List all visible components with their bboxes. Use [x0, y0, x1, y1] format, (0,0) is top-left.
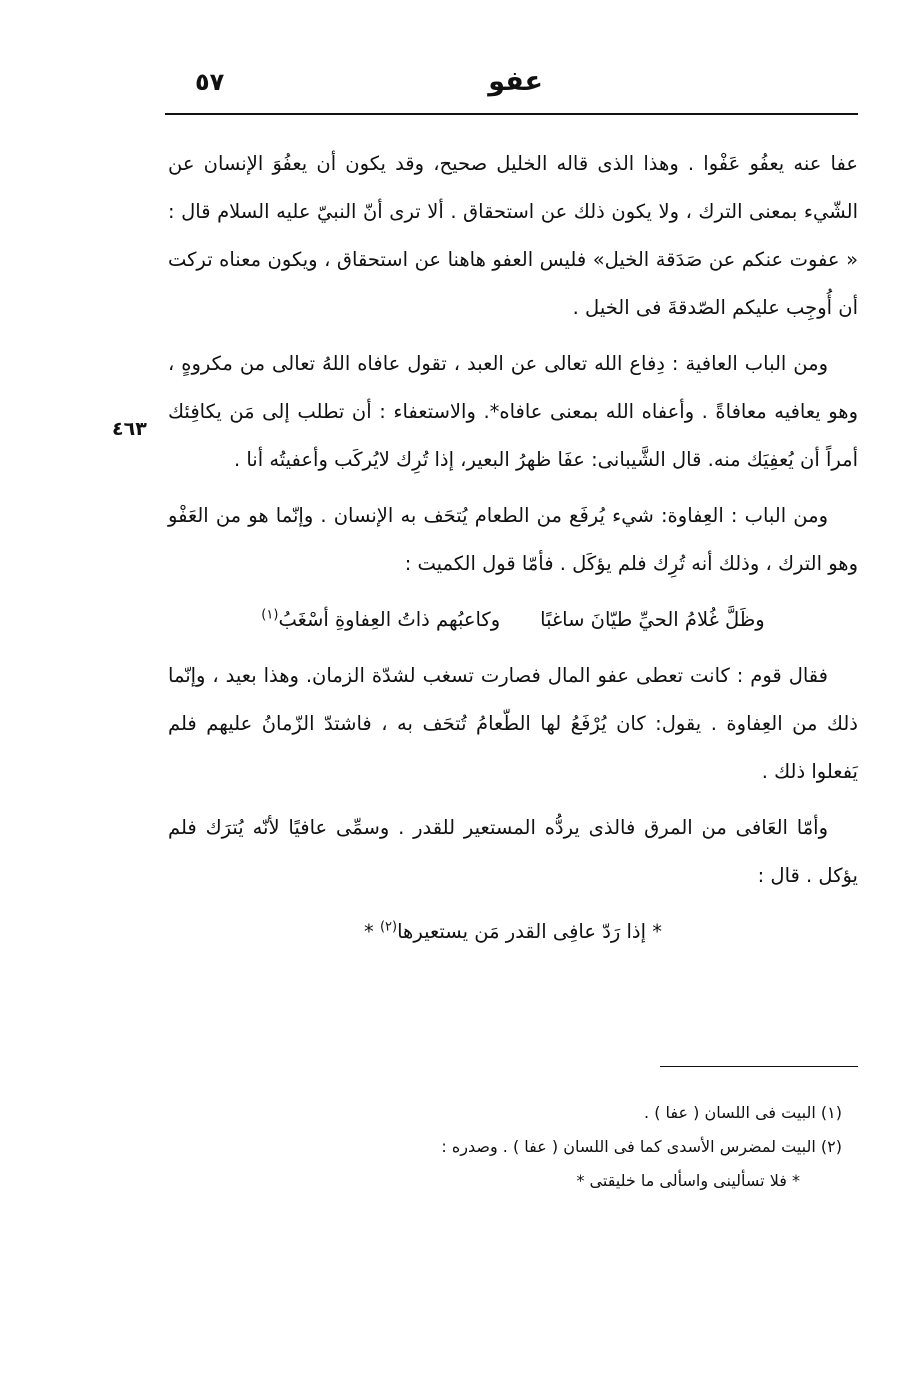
- footnotes: [162, 1096, 842, 1198]
- paragraph-afiya: ومن الباب العافية : دِفاع الله تعالى عن العبد ، تقول عافاه اللهُ تعالى من مكروهٍ ، وهو يعافيه معافاةً . وأعفاه الله بمعنى عافاه*. والاستعفاء : أن تطلب إلى مَن يكافِئك أمراً أن يُعفِيَك منه. قال الشَّيبانى: عفَا ظهرُ البعير، إذا تُرِك لايُركَب وأعفيتُه أنا .: [168, 352, 858, 471]
- verse-second-hemistich: وكاعبُهم ذاتُ العِفاوةِ أسْغَبُ$^{(١)}$: [261, 607, 501, 631]
- verse-hemistich-text: * إذا رَدّ عافِى القدر مَن يستعيرها: [397, 920, 662, 943]
- verse-hemistich: [168, 908, 858, 956]
- footnote-2: (٢) البيت لمضرس الأسدى كما فى اللسان ( عفا ) . وصدره :: [441, 1137, 842, 1156]
- footnote-ref-2: (٢): [379, 919, 398, 935]
- footnote-1: (١) البيت فى اللسان ( عفا ) .: [644, 1103, 842, 1122]
- header-rule: [165, 113, 858, 115]
- paragraph-afw: عفا عنه يعفُو عَفْوا . وهذا الذى قاله الخليل صحيح، وقد يكون أن يعفُوَ الإنسان عن الشّيء بمعنى الترك ، ولا يكون ذلك عن استحقاق . ألا ترى أنّ النبيّ عليه السلام قال : « عفوت عنكم عن صَدَقة الخيل» فليس العفو هاهنا عن استحقاق ، ويكون معناه تركت أن أُوجِب عليكم الصّدقةَ فى الخيل .: [168, 152, 858, 319]
- footnote-2-verse: * فلا تسألينى واسألى ما خليقتى *: [576, 1171, 800, 1190]
- paragraph-ifawa: ومن الباب : العِفاوة: شيء يُرفَع من الطعام يُتحَف به الإنسان . وإنّما هو من العَفْو وهو الترك ، وذلك أنه تُرِك فلم يؤكَل . فأمّا قول الكميت :: [168, 504, 858, 575]
- main-text: [168, 140, 858, 964]
- verse-kumayt: [168, 596, 858, 644]
- paragraph-afi: وأمّا العَافى من المرق فالذى يردُّه المستعير للقدر . وسمِّى عافيًا لأنّه يُترَك فلم يؤكل . قال :: [168, 816, 858, 887]
- page-header: [165, 62, 858, 102]
- footnote-rule: [660, 1066, 858, 1067]
- margin-page-reference: ٤٦٣: [112, 418, 147, 440]
- verse-first-hemistich: وظَلَّ غُلامُ الحيِّ طيّانَ ساغبًا: [540, 608, 765, 631]
- page-number: ٥٧: [195, 68, 225, 96]
- paragraph-qawm: فقال قوم : كانت تعطى عفو المال فصارت تسغب لشدّة الزمان. وهذا بعيد ، وإنّما ذلك من العِفاوة . يقول: كان يُرْفَعُ لها الطّعامُ تُتحَف به ، فاشتدّ الزّمانُ عليهم فلم يَفعلوا ذلك .: [168, 664, 858, 783]
- chapter-title: عفو: [488, 66, 543, 97]
- footnote-ref-1: (١): [261, 607, 279, 623]
- verse-end-mark: *: [364, 920, 380, 943]
